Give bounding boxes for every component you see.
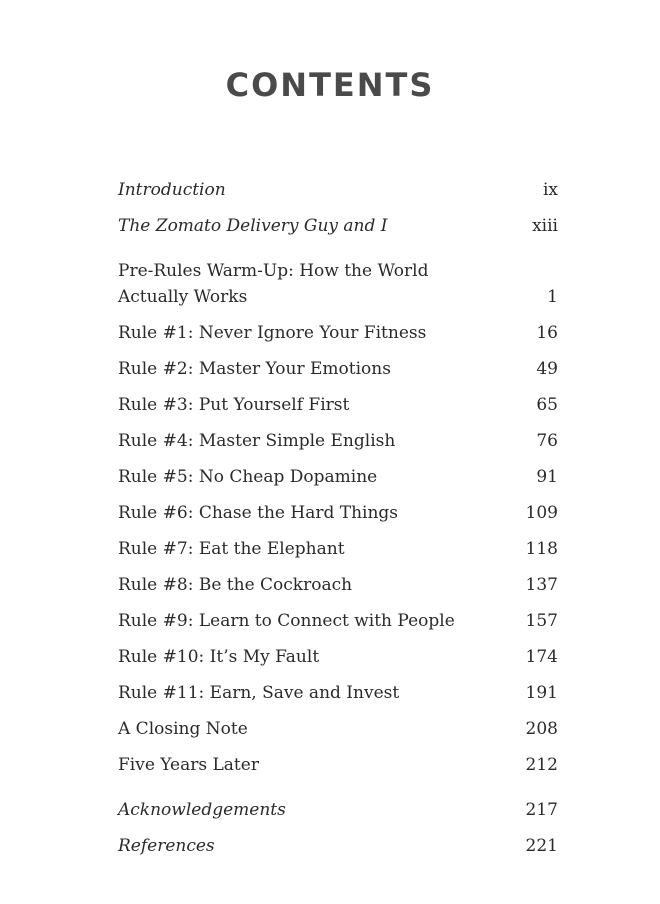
toc-entry-page: 91 <box>536 467 558 487</box>
toc-entry-title: Rule #9: Learn to Connect with People <box>118 611 455 631</box>
toc-entry-title-line2: Actually Works <box>118 287 248 307</box>
toc-entry-page: 174 <box>525 647 558 667</box>
toc-entry-title: Rule #5: No Cheap Dopamine <box>118 467 378 487</box>
toc-entry-page: 217 <box>525 800 558 820</box>
toc-entry-page: 212 <box>525 755 558 775</box>
toc-entry-page: 221 <box>525 836 558 856</box>
toc-entry-page: 208 <box>525 719 558 739</box>
toc-entry-page: 49 <box>536 359 558 379</box>
toc-entry-page: 1 <box>547 287 558 307</box>
toc-entry-page: 157 <box>525 611 558 631</box>
toc-entry-page: 191 <box>525 683 558 703</box>
toc-entry-page: 76 <box>536 431 558 451</box>
page-title: CONTENTS <box>225 66 435 104</box>
toc-entry-title: Rule #3: Put Yourself First <box>118 395 350 415</box>
toc-entry-title: The Zomato Delivery Guy and I <box>118 216 388 236</box>
toc-entry-title: Introduction <box>118 180 226 200</box>
toc-entry-page: 65 <box>536 395 558 415</box>
toc-entry-title: Rule #8: Be the Cockroach <box>118 575 353 595</box>
toc-entry-pre-rules[interactable] <box>118 258 558 310</box>
toc-entry-title: Acknowledgements <box>118 800 286 820</box>
toc-entry-title: Rule #10: It’s My Fault <box>118 647 320 667</box>
toc-entry-title: References <box>118 836 215 856</box>
toc-entry-title: Rule #6: Chase the Hard Things <box>118 503 399 523</box>
toc-entry-page: 118 <box>525 539 558 559</box>
toc-entry-page: ix <box>542 180 558 200</box>
toc-entry-title: A Closing Note <box>118 719 248 739</box>
toc-entry-title-line1: Pre-Rules Warm-Up: How the World <box>118 261 429 281</box>
toc-entry-page: 16 <box>536 323 558 343</box>
toc-entry-title: Rule #11: Earn, Save and Invest <box>118 683 400 703</box>
toc-entry-title: Rule #4: Master Simple English <box>118 431 396 451</box>
toc-entry-title: Five Years Later <box>118 755 259 775</box>
toc-entry-title: Rule #2: Master Your Emotions <box>118 359 391 379</box>
toc-entry-page: 109 <box>525 503 558 523</box>
toc-entry-page: xiii <box>532 216 558 236</box>
toc-entry-title: Rule #7: Eat the Elephant <box>118 539 345 559</box>
toc-entry-title: Rule #1: Never Ignore Your Fitness <box>118 323 427 343</box>
toc-entry-page: 137 <box>525 575 558 595</box>
